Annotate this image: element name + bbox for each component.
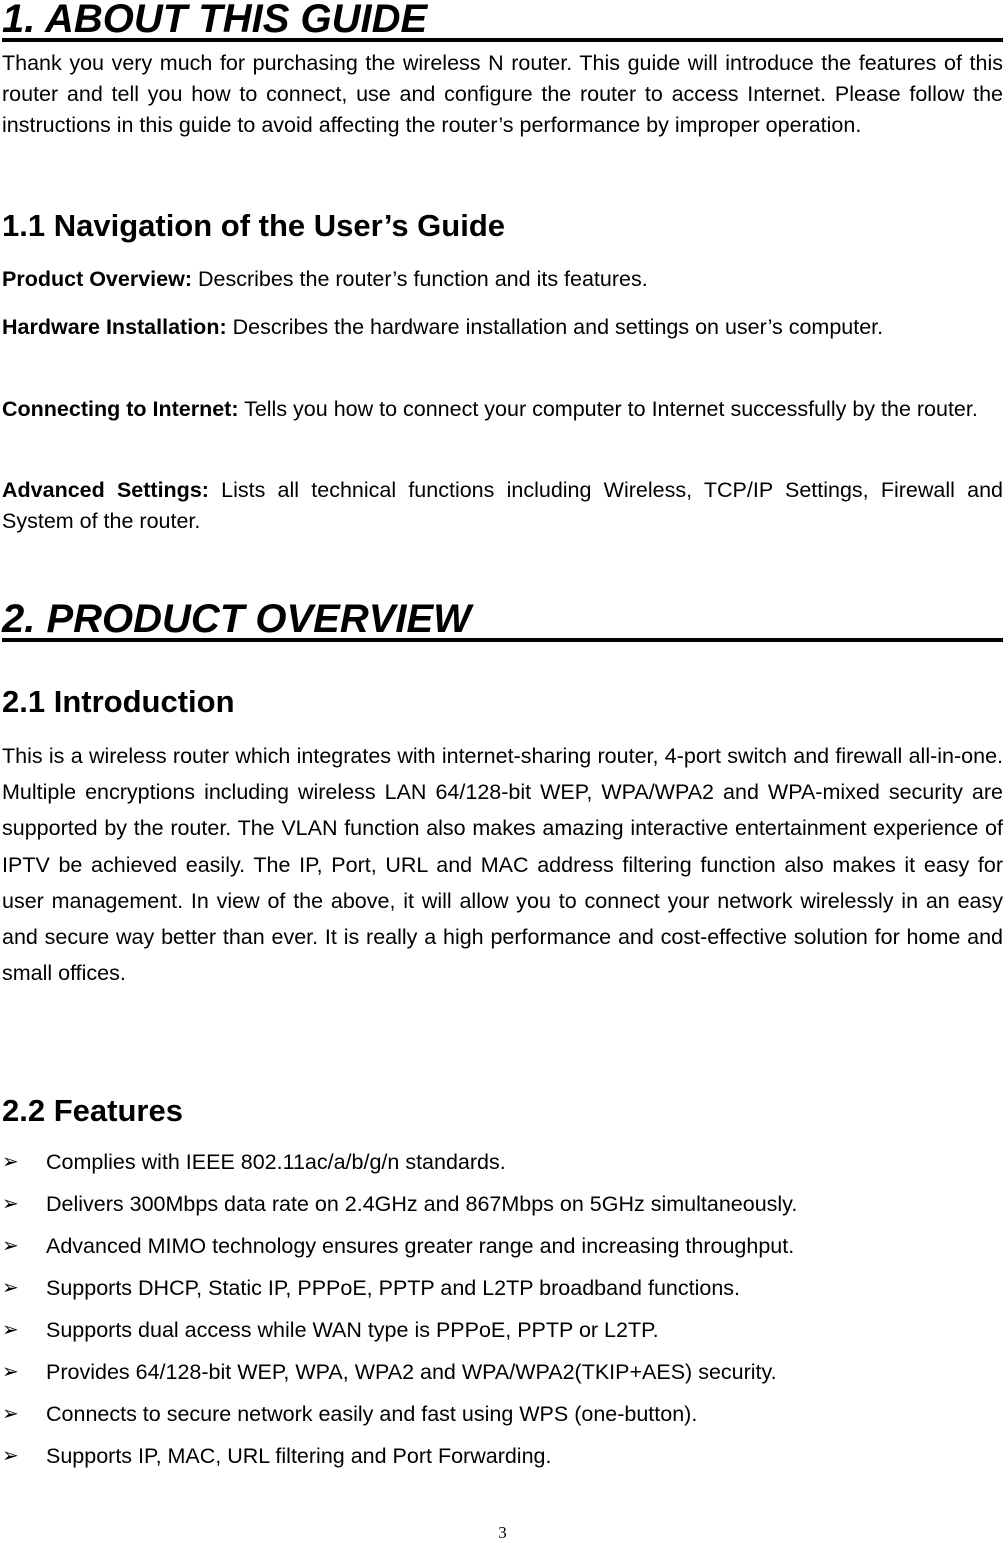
feature-item — [2, 1273, 1003, 1315]
nav-item-label: Hardware Installation: — [2, 315, 227, 339]
nav-item-connecting-to-internet — [2, 394, 1003, 425]
feature-item — [2, 1441, 1003, 1483]
nav-item-text: Describes the router’s function and its features. — [191, 267, 648, 291]
section-2-heading-text: 2. PRODUCT OVERVIEW — [2, 597, 471, 641]
arrow-bullet-icon: ➢ — [2, 1319, 19, 1341]
arrow-bullet-icon: ➢ — [2, 1445, 19, 1467]
arrow-bullet-icon: ➢ — [2, 1403, 19, 1425]
feature-text: Supports dual access while WAN type is PPPoE, PPTP or L2TP. — [46, 1318, 659, 1342]
feature-item — [2, 1147, 1003, 1189]
nav-item-advanced-settings — [2, 475, 1003, 537]
feature-text: Delivers 300Mbps data rate on 2.4GHz and 867Mbps on 5GHz simultaneously. — [46, 1192, 798, 1216]
section-1-heading-text: 1. ABOUT THIS GUIDE — [2, 0, 428, 41]
nav-item-text: Lists all technical functions including Wireless, TCP/IP Settings, Firewall and System of the router. — [2, 478, 1003, 533]
arrow-bullet-icon: ➢ — [2, 1235, 19, 1257]
nav-item-label: Product Overview: — [2, 267, 192, 291]
nav-item-label: Connecting to Internet: — [2, 397, 239, 421]
feature-item — [2, 1357, 1003, 1399]
arrow-bullet-icon: ➢ — [2, 1277, 19, 1299]
feature-item — [2, 1189, 1003, 1231]
introduction-paragraph: This is a wireless router which integrates with internet-sharing router, 4-port switch and firewall all-in-one. Multiple encryptions including wireless LAN 64/128-bit WEP, WPA/WPA2 and WPA-mixed security are supported by the router. The VLAN function also makes amazing interactive entertainment experience of IPTV be achieved easily. The IP, Port, URL and MAC address filtering function also makes it easy for user management. In view of the above, it will allow you to connect your network wirelessly in an easy and secure way better than ever. It is really a high performance and cost-effective solution for home and small offices. — [2, 744, 1003, 986]
about-guide-paragraph: Thank you very much for purchasing the wireless N router. This guide will introduce the features of this router and tell you how to connect, use and configure the router to access Internet. Please follow the instructions in this guide to avoid affecting the router’s performance by improper operation. — [2, 51, 1003, 137]
nav-item-text: Tells you how to connect your computer to Internet successfully by the router. — [238, 397, 978, 421]
arrow-bullet-icon: ➢ — [2, 1151, 19, 1173]
nav-item-label: Advanced Settings: — [2, 478, 209, 502]
features-list — [2, 1147, 1003, 1483]
feature-item — [2, 1231, 1003, 1273]
feature-text: Supports IP, MAC, URL filtering and Port Forwarding. — [46, 1444, 552, 1468]
feature-item — [2, 1399, 1003, 1441]
feature-item — [2, 1315, 1003, 1357]
arrow-bullet-icon: ➢ — [2, 1361, 19, 1383]
arrow-bullet-icon: ➢ — [2, 1193, 19, 1215]
section-2-heading — [2, 597, 1003, 642]
feature-text: Supports DHCP, Static IP, PPPoE, PPTP and L2TP broadband functions. — [46, 1276, 740, 1300]
nav-item-product-overview — [2, 264, 1003, 295]
nav-item-text: Describes the hardware installation and settings on user’s computer. — [226, 315, 884, 339]
feature-text: Advanced MIMO technology ensures greater range and increasing throughput. — [46, 1234, 795, 1258]
feature-text: Connects to secure network easily and fast using WPS (one-button). — [46, 1402, 698, 1426]
page-number: 3 — [498, 1523, 507, 1542]
introduction-heading: 2.1 Introduction — [2, 684, 235, 719]
feature-text: Complies with IEEE 802.11ac/a/b/g/n standards. — [46, 1150, 506, 1174]
nav-item-hardware-installation — [2, 312, 1003, 343]
navigation-heading: 1.1 Navigation of the User’s Guide — [2, 208, 506, 243]
features-heading: 2.2 Features — [2, 1093, 183, 1128]
section-1-heading — [2, 0, 1003, 42]
feature-text: Provides 64/128-bit WEP, WPA, WPA2 and WPA/WPA2(TKIP+AES) security. — [46, 1360, 777, 1384]
